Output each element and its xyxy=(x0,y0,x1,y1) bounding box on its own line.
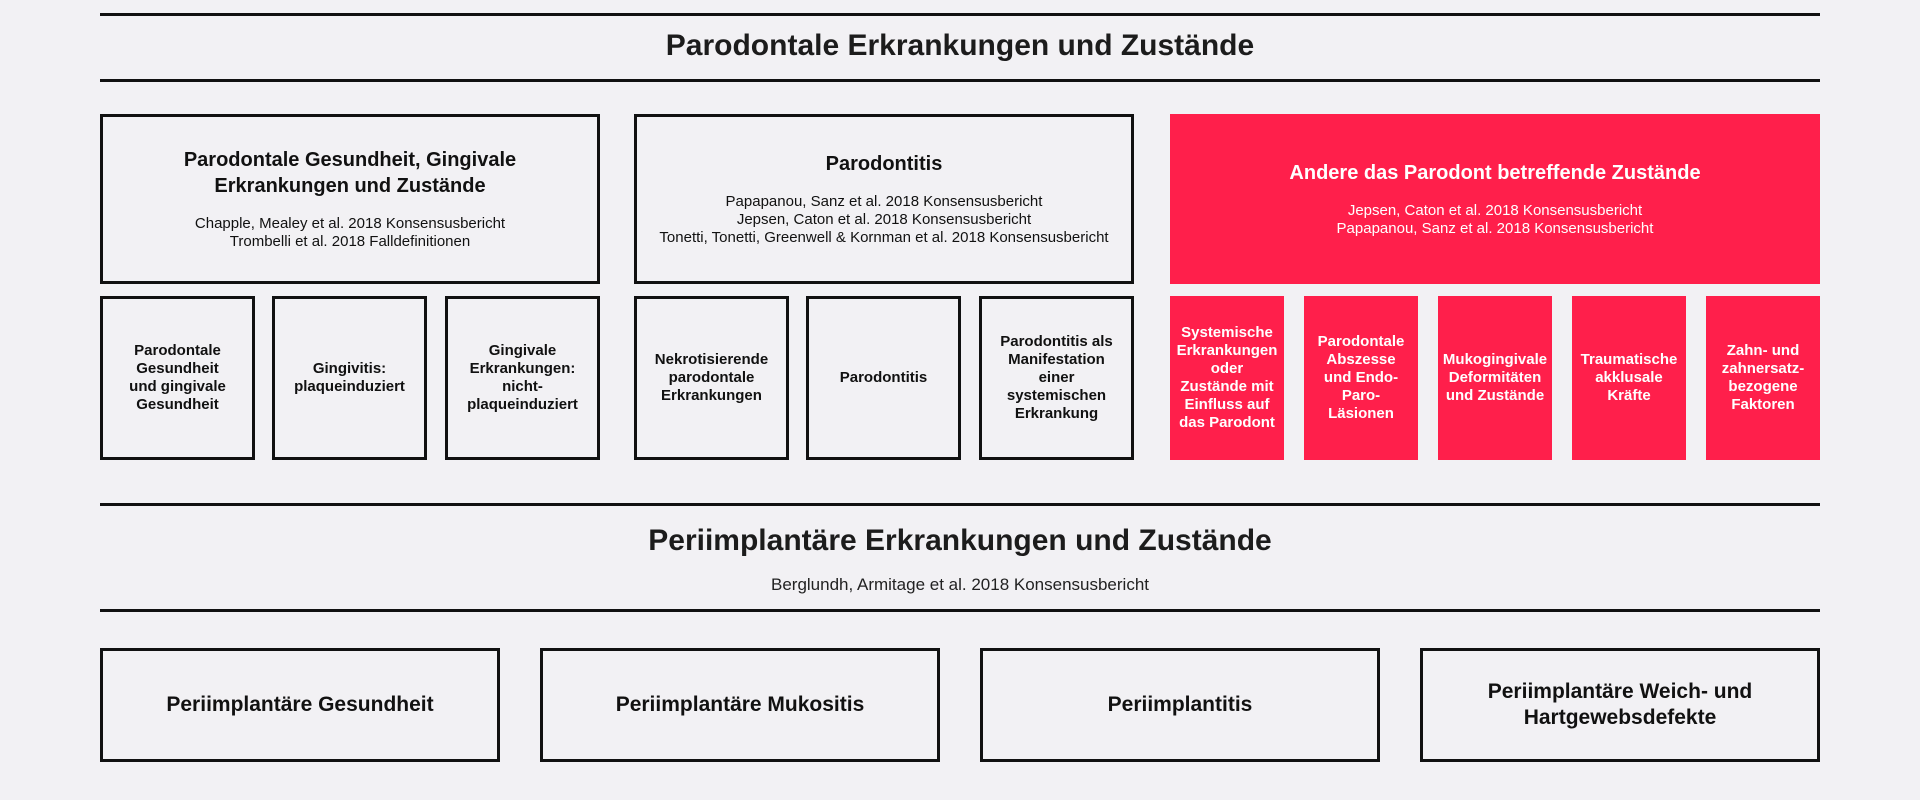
periimplant-section-title: Periimplantäre Erkrankungen und Zustände xyxy=(648,524,1272,557)
category-label: Parodontale Abszesse und Endo- Paro-Läsionen xyxy=(1317,333,1405,422)
health-gingival-header-box xyxy=(100,114,600,284)
periimplant-top-rule xyxy=(100,503,1820,506)
periimplant-category-label: Periimplantäre Weich- und Hartgewebsdefekte xyxy=(1487,680,1753,729)
category-label: Gingivitis: plaqueinduziert xyxy=(294,360,405,395)
category-label: Parodontale Gesundheit und gingivale Gesundheit xyxy=(129,342,226,413)
reference: Chapple, Mealey et al. 2018 Konsensusbericht xyxy=(194,215,506,232)
periodontitis-header-box xyxy=(634,114,1134,284)
periimplant-category-label: Periimplantitis xyxy=(1107,693,1253,716)
category-label: Parodontitis als Manifestation einer systemischen Erkrankung xyxy=(1000,333,1113,422)
health-gingival-references xyxy=(189,215,511,251)
periodontitis-references xyxy=(653,193,1114,247)
category-box xyxy=(100,296,255,460)
category-label: Zahn- und zahnersatz- bezogene Faktoren xyxy=(1721,342,1805,413)
category-box xyxy=(634,296,789,460)
category-box xyxy=(1304,296,1418,460)
reference: Jepsen, Caton et al. 2018 Konsensusbericht xyxy=(736,211,1032,228)
other-conditions-title: Andere das Parodont betreffende Zustände xyxy=(1289,162,1701,184)
category-box xyxy=(806,296,961,460)
periimplant-category-box xyxy=(540,648,940,762)
periimplant-category-box xyxy=(100,648,500,762)
top-rule xyxy=(100,13,1820,16)
other-conditions-references xyxy=(1331,202,1660,238)
category-box xyxy=(1706,296,1820,460)
periimplant-reference: Berglundh, Armitage et al. 2018 Konsensusbericht xyxy=(770,575,1150,594)
category-label: Traumatische akklusale Kräfte xyxy=(1580,351,1678,404)
periimplant-category-label: Periimplantäre Mukositis xyxy=(615,693,865,716)
periodontal-title-rule xyxy=(100,79,1820,82)
periimplant-title-rule xyxy=(100,609,1820,612)
periimplant-category-label: Periimplantäre Gesundheit xyxy=(166,693,434,716)
category-box xyxy=(1438,296,1552,460)
category-label: Gingivale Erkrankungen: nicht- plaqueinduziert xyxy=(467,342,578,413)
category-label: Nekrotisierende parodontale Erkrankungen xyxy=(654,351,769,404)
reference: Tonetti, Tonetti, Greenwell & Kornman et al. 2018 Konsensusbericht xyxy=(659,229,1109,246)
other-conditions-header-box xyxy=(1170,114,1820,284)
periodontitis-title: Parodontitis xyxy=(825,153,943,175)
category-label: Systemische Erkrankungen oder Zustände mit Einfluss auf das Parodont xyxy=(1176,324,1278,431)
reference: Papapanou, Sanz et al. 2018 Konsensusbericht xyxy=(725,193,1043,210)
category-box xyxy=(445,296,600,460)
reference: Trombelli et al. 2018 Falldefinitionen xyxy=(229,233,471,250)
health-gingival-title: Parodontale Gesundheit, Gingivale Erkrankungen und Zustände xyxy=(183,149,517,197)
category-box xyxy=(979,296,1134,460)
periimplant-category-box xyxy=(1420,648,1820,762)
category-label: Mukogingivale Deformitäten und Zustände xyxy=(1442,351,1548,404)
periimplant-category-box xyxy=(980,648,1380,762)
category-label: Parodontitis xyxy=(839,369,928,386)
category-box xyxy=(272,296,427,460)
reference: Papapanou, Sanz et al. 2018 Konsensusbericht xyxy=(1336,220,1654,237)
category-box xyxy=(1170,296,1284,460)
category-box xyxy=(1572,296,1686,460)
reference: Jepsen, Caton et al. 2018 Konsensusbericht xyxy=(1347,202,1643,219)
periodontal-section-title: Parodontale Erkrankungen und Zustände xyxy=(665,29,1255,62)
